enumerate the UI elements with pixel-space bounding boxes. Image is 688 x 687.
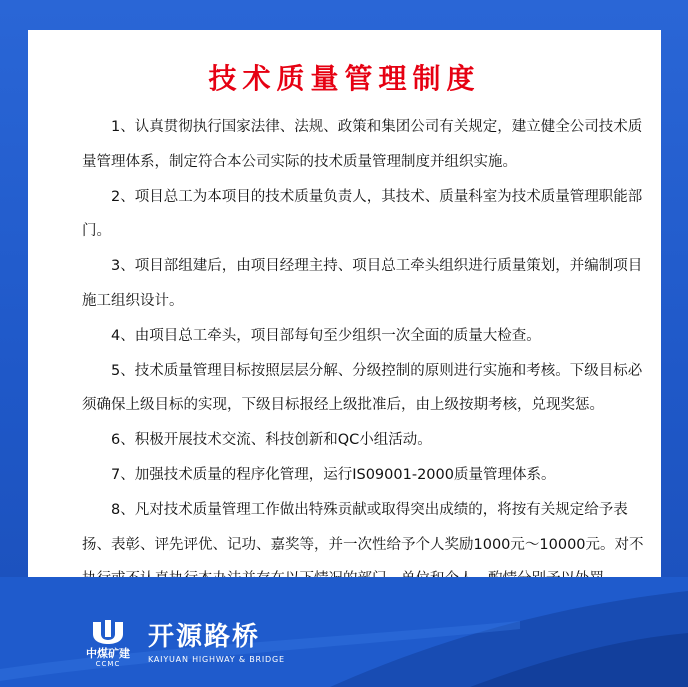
regulation-item-6: 6、积极开展技术交流、科技创新和QC小组活动。 bbox=[111, 432, 432, 449]
regulation-item-3: 3、项目部组建后，由项目经理主持、项目总工牵头组织进行质量策划，并编制项目施工组织设计。 bbox=[82, 258, 643, 309]
kaiyuan-brand bbox=[148, 620, 285, 666]
brand-name-cn: 开源路桥 bbox=[148, 622, 261, 652]
regulation-item-8: 8、凡对技术质量管理工作做出特殊贡献或取得突出成绩的，将按有关规定给予表扬、表彰、评先评优、记功、嘉奖等，并一次性给予个人奖励1000元～10000元。对不 bbox=[82, 501, 644, 553]
regulation-item-5: 5、技术质量管理目标按照层层分解、分级控制的原则进行实施和考核。下级目标必须确保上级目标的实现，下级目标报经上级批准后，由上级按期考核，兑现奖惩。 bbox=[82, 362, 643, 414]
page-title: 技术质量管理制度 bbox=[208, 62, 481, 95]
regulation-item-7: 7、加强技术质量的程序化管理，运行IS09001-2000质量管理体系。 bbox=[111, 466, 556, 483]
brand-name-en: KAIYUAN HIGHWAY & BRIDGE bbox=[148, 655, 285, 664]
regulation-text bbox=[82, 110, 650, 597]
footer-logos bbox=[82, 620, 285, 680]
regulation-item-2: 2、项目总工为本项目的技术质量负责人，其技术、质量科室为技术质量管理职能部门。 bbox=[82, 188, 643, 240]
ccmc-logo bbox=[82, 620, 134, 669]
ccmc-name: 中煤矿建 bbox=[86, 647, 130, 660]
ccmc-abbreviation: CCMC bbox=[95, 660, 121, 668]
regulation-item-4: 4、由项目总工牵头，项目部每旬至少组织一次全面的质量大检查。 bbox=[111, 327, 541, 344]
notice-board bbox=[28, 30, 661, 608]
regulation-item-1: 1、认真贯彻执行国家法律、法规、政策和集团公司有关规定，建立健全公司技术质量管理体系，制定符合本公司实际的技术质量管理制度并组织实施。 bbox=[82, 119, 643, 170]
ccmc-emblem-icon bbox=[89, 620, 127, 644]
